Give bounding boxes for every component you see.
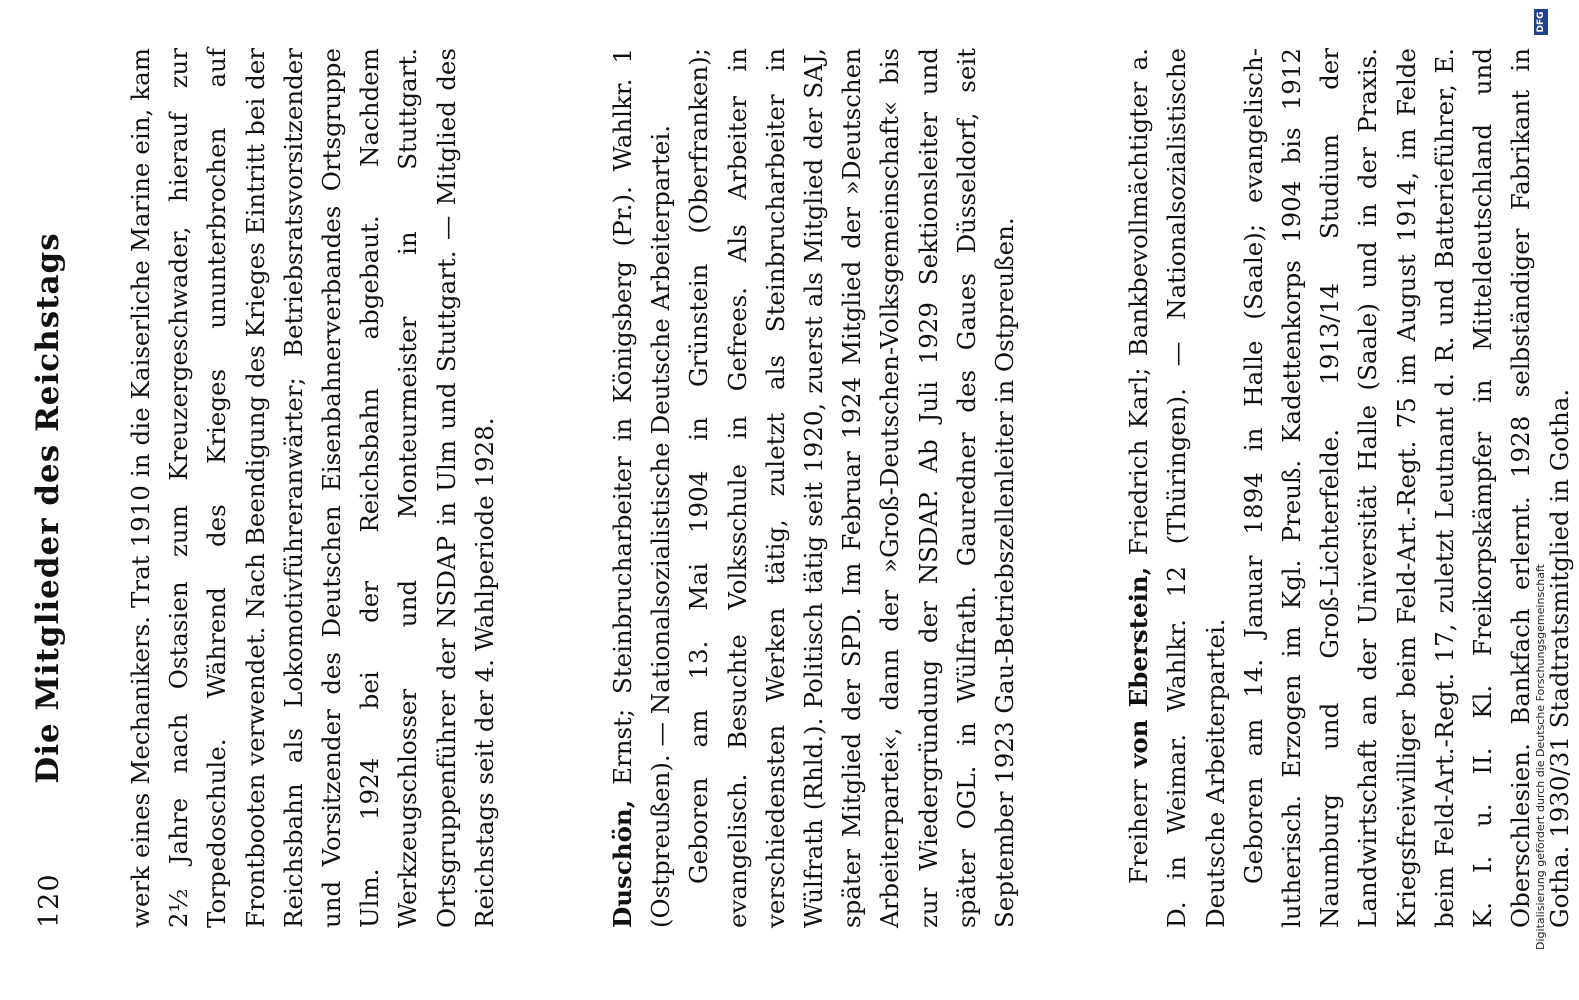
entry-biography-paragraph: Geboren am 13. Mai 1904 in Grünstein (Oberfranken); evangelisch. Besuchte Volksschule in Gefrees. Als Arbeiter in verschiedensten Werken tätig, zuletzt als Steinbrucharbeiter in Wülfrath (Rhld.). Politisch tätig seit 1920, zuerst als Mitglied der SAJ, später Mitglied der SPD. Im Februar 1924 Mitglied der »Deutschen Arbeiterpartei«, dann der »Groß-Deutschen-Volksgemeinschaft« bis zur Wiedergründung der NSDAP. Ab Juli 1929 Sektionsleiter und später OGL. in Wülfrath. Gauredner des Gaues Düsseldorf, seit September 1923 Gau-Betriebszellenleiter in Ostpreußen. xyxy=(684,48,1020,928)
member-name: Duschön, xyxy=(608,799,638,928)
member-intro: Ernst; Steinbrucharbeiter in Königsberg (Pr.). Wahlkr. 1 (Ostpreußen). — Nationalsozialistische Deutsche Arbeiterpartei. xyxy=(608,48,676,928)
credit-text: Digitalisierung gefördert durch die Deutsche Forschungsgemeinschaft xyxy=(1534,564,1547,950)
entry-heading-duschoen xyxy=(604,48,680,928)
member-intro: Friedrich Karl; Bankbevollmächtigter a. D. in Weimar. Wahlkr. 12 (Thüringen). — Nationalsozialistische Deutsche Arbeiterpartei. xyxy=(1124,48,1230,928)
entry-heading-eberstein xyxy=(1120,48,1235,928)
page-number: 120 xyxy=(34,873,65,928)
member-name: von Eberstein, xyxy=(1124,566,1154,768)
entry-biography-paragraph: Geboren am 14. Januar 1894 in Halle (Saale); evangelisch-lutherisch. Erzogen im Kgl. Preuß. Kadettenkorps 1904 bis 1912 Naumburg und Groß-Lichterfelde. 1913/14 Studium der Landwirtschaft an der Universität Halle (Saale) und in der Praxis. Kriegsfreiwilliger beim Feld-Art.-Regt. 75 im August 1914, im Felde beim Feld-Art.-Regt. 17, zuletzt Leutnant d. R. und Batterieführer, E. K. I. u. II. Kl. Freikorpskämpfer in Mitteldeutschland und Oberschlesien. Bankfach erlernt. 1928 selbständiger Fabrikant in Gotha. 1930/31 Stadtratsmitglied in Gotha. xyxy=(1238,48,1574,928)
member-title-prefix: Freiherr xyxy=(1124,767,1154,884)
entry-continuation-paragraph: werk eines Mechanikers. Trat 1910 in die Kaiserliche Marine ein, kam 2½ Jahre nach Ostasien zum Kreuzergeschwader, hierauf zur Torpedoschule. Während des Krieges ununterbrochen auf Frontbooten verwendet. Nach Beendigung des Krieges Eintritt bei der Reichsbahn als Lokomotivführeranwärter; Betriebsratsvorsitzender und Vorsitzender des Deutschen Eisenbahnerverbandes Ortsgruppe Ulm. 1924 bei der Reichsbahn abgebaut. Nachdem Werkzeugschlosser und Monteurmeister in Stuttgart. Ortsgruppenführer der NSDAP in Ulm und Stuttgart. — Mitglied des Reichstags seit der 4. Wahlperiode 1928. xyxy=(126,48,499,928)
dfg-logo: DFG xyxy=(1534,9,1548,35)
running-head: Die Mitglieder des Reichstags xyxy=(30,232,66,784)
page-content xyxy=(122,48,1579,928)
digitization-credit xyxy=(1532,0,1558,1000)
page-header xyxy=(20,48,80,928)
